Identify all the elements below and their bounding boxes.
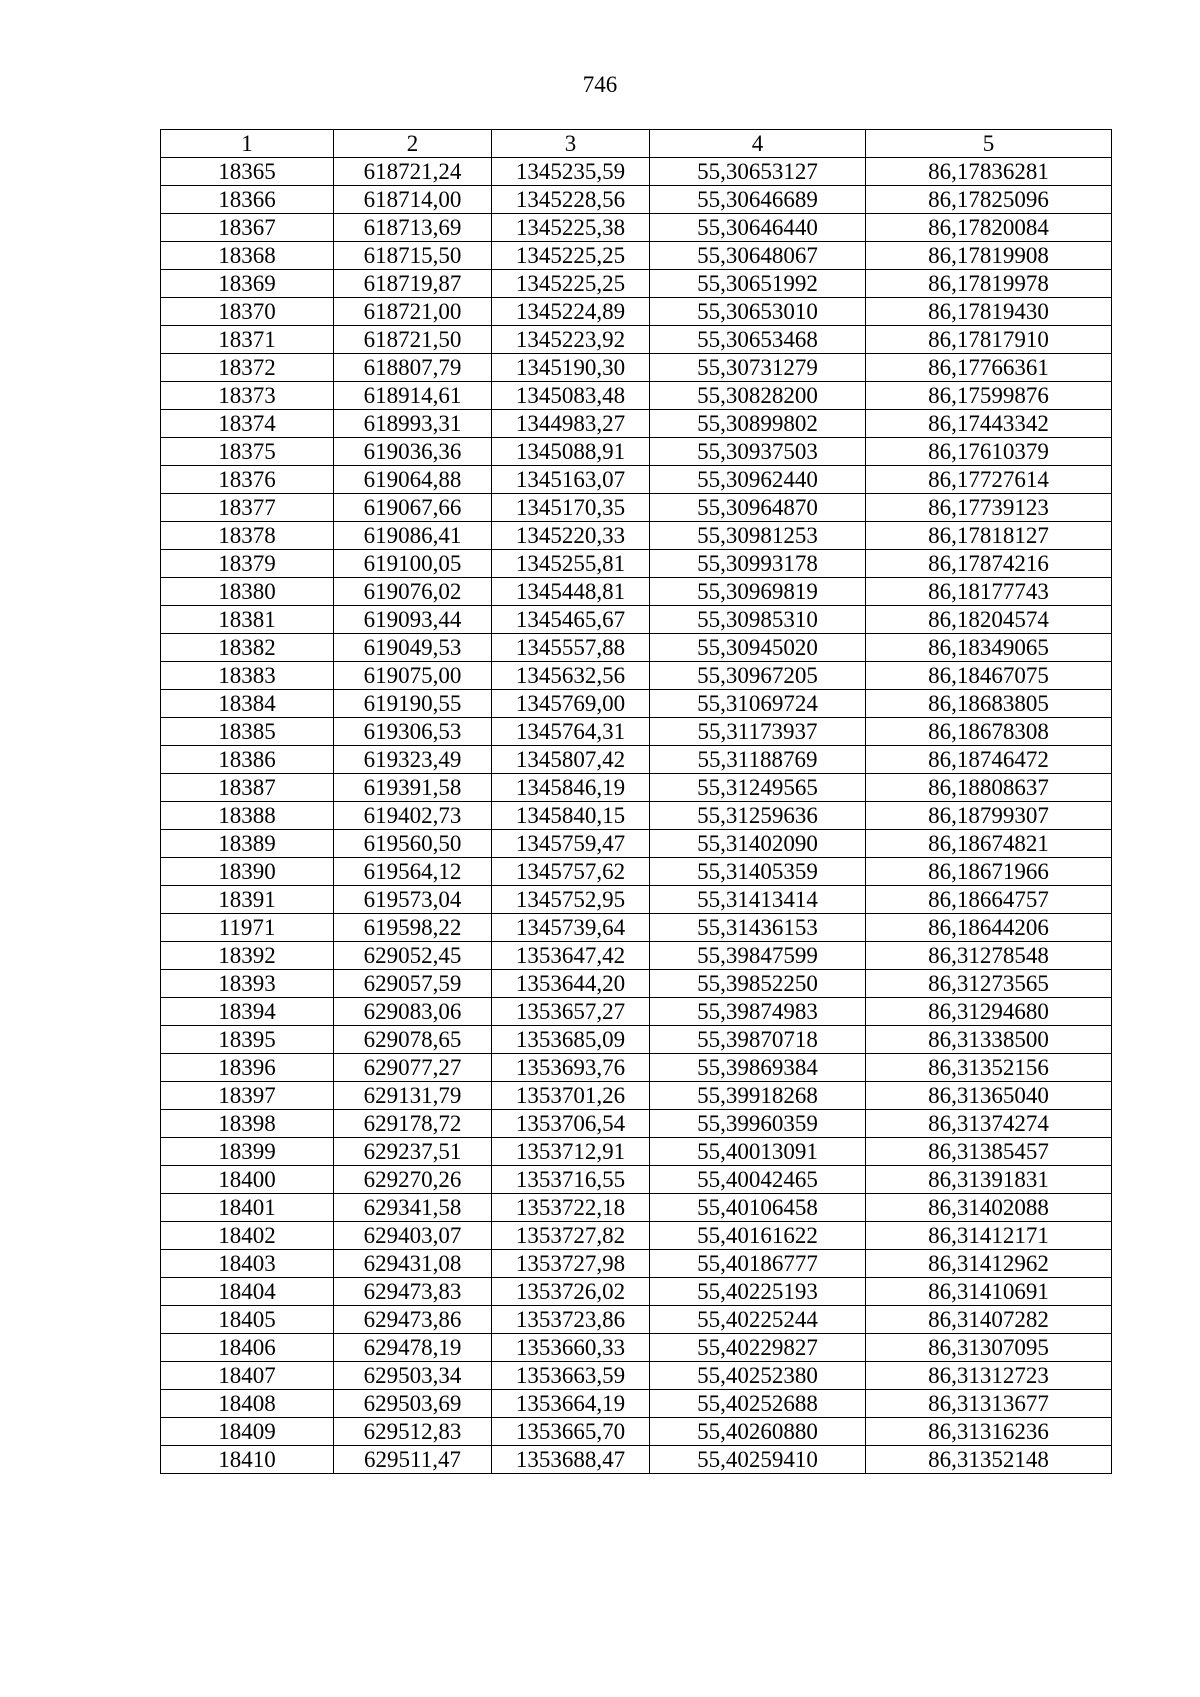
table-cell: 86,31385457 bbox=[866, 1138, 1112, 1166]
table-cell: 18374 bbox=[161, 410, 334, 438]
table-cell: 86,17819908 bbox=[866, 242, 1112, 270]
table-cell: 1345752,95 bbox=[492, 886, 650, 914]
table-cell: 86,31316236 bbox=[866, 1418, 1112, 1446]
table-cell: 55,30828200 bbox=[650, 382, 866, 410]
table-cell: 629237,51 bbox=[334, 1138, 492, 1166]
table-row bbox=[161, 214, 1112, 242]
table-cell: 1353664,19 bbox=[492, 1390, 650, 1418]
table-cell: 55,30937503 bbox=[650, 438, 866, 466]
table-cell: 86,31313677 bbox=[866, 1390, 1112, 1418]
table-cell: 55,30899802 bbox=[650, 410, 866, 438]
table-cell: 86,31294680 bbox=[866, 998, 1112, 1026]
table-cell: 86,18664757 bbox=[866, 886, 1112, 914]
table-row bbox=[161, 186, 1112, 214]
coordinates-table bbox=[160, 129, 1112, 1474]
table-cell: 18371 bbox=[161, 326, 334, 354]
table-cell: 18375 bbox=[161, 438, 334, 466]
table-cell: 55,31402090 bbox=[650, 830, 866, 858]
table-row bbox=[161, 1026, 1112, 1054]
table-cell: 86,18808637 bbox=[866, 774, 1112, 802]
table-row bbox=[161, 1138, 1112, 1166]
table-cell: 18401 bbox=[161, 1194, 334, 1222]
table-cell: 86,17874216 bbox=[866, 550, 1112, 578]
table-cell: 618914,61 bbox=[334, 382, 492, 410]
table-cell: 618714,00 bbox=[334, 186, 492, 214]
table-cell: 629077,27 bbox=[334, 1054, 492, 1082]
table-cell: 55,30985310 bbox=[650, 606, 866, 634]
table-cell: 18392 bbox=[161, 942, 334, 970]
table-cell: 619323,49 bbox=[334, 746, 492, 774]
table-cell: 1353644,20 bbox=[492, 970, 650, 998]
table-cell: 55,39869384 bbox=[650, 1054, 866, 1082]
table-cell: 1345557,88 bbox=[492, 634, 650, 662]
table-cell: 1345255,81 bbox=[492, 550, 650, 578]
table-cell: 1353701,26 bbox=[492, 1082, 650, 1110]
table-cell: 86,17610379 bbox=[866, 438, 1112, 466]
table-cell: 55,30993178 bbox=[650, 550, 866, 578]
table-cell: 1353723,86 bbox=[492, 1306, 650, 1334]
table-cell: 18391 bbox=[161, 886, 334, 914]
table-cell: 55,30731279 bbox=[650, 354, 866, 382]
table-cell: 18382 bbox=[161, 634, 334, 662]
table-cell: 55,40225244 bbox=[650, 1306, 866, 1334]
table-cell: 18409 bbox=[161, 1418, 334, 1446]
table-row bbox=[161, 410, 1112, 438]
table-cell: 55,40161622 bbox=[650, 1222, 866, 1250]
table-cell: 86,17818127 bbox=[866, 522, 1112, 550]
table-cell: 1345632,56 bbox=[492, 662, 650, 690]
column-header-5: 5 bbox=[866, 130, 1112, 158]
table-cell: 55,39960359 bbox=[650, 1110, 866, 1138]
table-cell: 86,17599876 bbox=[866, 382, 1112, 410]
table-cell: 1353663,59 bbox=[492, 1362, 650, 1390]
table-row bbox=[161, 690, 1112, 718]
table-cell: 18400 bbox=[161, 1166, 334, 1194]
table-cell: 1353716,55 bbox=[492, 1166, 650, 1194]
table-cell: 86,31402088 bbox=[866, 1194, 1112, 1222]
table-row bbox=[161, 1418, 1112, 1446]
table-cell: 629403,07 bbox=[334, 1222, 492, 1250]
table-cell: 18384 bbox=[161, 690, 334, 718]
table-cell: 86,17819978 bbox=[866, 270, 1112, 298]
table-cell: 55,31436153 bbox=[650, 914, 866, 942]
table-cell: 55,40106458 bbox=[650, 1194, 866, 1222]
table-cell: 86,17820084 bbox=[866, 214, 1112, 242]
table-cell: 1353647,42 bbox=[492, 942, 650, 970]
table-cell: 1345448,81 bbox=[492, 578, 650, 606]
table-cell: 55,30646440 bbox=[650, 214, 866, 242]
column-header-1: 1 bbox=[161, 130, 334, 158]
table-cell: 1353727,82 bbox=[492, 1222, 650, 1250]
table-cell: 629473,83 bbox=[334, 1278, 492, 1306]
table-cell: 1345228,56 bbox=[492, 186, 650, 214]
table-cell: 618721,24 bbox=[334, 158, 492, 186]
table-cell: 86,17443342 bbox=[866, 410, 1112, 438]
table-cell: 619064,88 bbox=[334, 466, 492, 494]
table-cell: 18376 bbox=[161, 466, 334, 494]
table-cell: 55,39847599 bbox=[650, 942, 866, 970]
table-cell: 55,40225193 bbox=[650, 1278, 866, 1306]
table-cell: 1345225,25 bbox=[492, 242, 650, 270]
table-cell: 1353712,91 bbox=[492, 1138, 650, 1166]
table-cell: 18397 bbox=[161, 1082, 334, 1110]
table-row bbox=[161, 1222, 1112, 1250]
table-cell: 18389 bbox=[161, 830, 334, 858]
table-cell: 86,31273565 bbox=[866, 970, 1112, 998]
table-cell: 55,30945020 bbox=[650, 634, 866, 662]
table-cell: 55,39874983 bbox=[650, 998, 866, 1026]
table-cell: 86,31410691 bbox=[866, 1278, 1112, 1306]
table-cell: 1353665,70 bbox=[492, 1418, 650, 1446]
table-cell: 18369 bbox=[161, 270, 334, 298]
table-cell: 619067,66 bbox=[334, 494, 492, 522]
table-cell: 86,31307095 bbox=[866, 1334, 1112, 1362]
table-cell: 55,31173937 bbox=[650, 718, 866, 746]
table-cell: 619076,02 bbox=[334, 578, 492, 606]
table-row bbox=[161, 494, 1112, 522]
table-cell: 1345163,07 bbox=[492, 466, 650, 494]
header-row bbox=[161, 130, 1112, 158]
table-cell: 86,31278548 bbox=[866, 942, 1112, 970]
table-cell: 1345224,89 bbox=[492, 298, 650, 326]
table-cell: 55,40042465 bbox=[650, 1166, 866, 1194]
table-cell: 18402 bbox=[161, 1222, 334, 1250]
table-cell: 86,31365040 bbox=[866, 1082, 1112, 1110]
table-cell: 629178,72 bbox=[334, 1110, 492, 1138]
table-cell: 18403 bbox=[161, 1250, 334, 1278]
table-cell: 86,18799307 bbox=[866, 802, 1112, 830]
table-row bbox=[161, 550, 1112, 578]
table-row bbox=[161, 1278, 1112, 1306]
table-cell: 18394 bbox=[161, 998, 334, 1026]
table-cell: 86,18177743 bbox=[866, 578, 1112, 606]
table-cell: 18367 bbox=[161, 214, 334, 242]
page-number: 746 bbox=[582, 72, 618, 97]
table-cell: 18372 bbox=[161, 354, 334, 382]
table-cell: 629478,19 bbox=[334, 1334, 492, 1362]
table-cell: 1353722,18 bbox=[492, 1194, 650, 1222]
table-cell: 86,31338500 bbox=[866, 1026, 1112, 1054]
table-cell: 55,40186777 bbox=[650, 1250, 866, 1278]
table-cell: 619049,53 bbox=[334, 634, 492, 662]
table-cell: 86,18683805 bbox=[866, 690, 1112, 718]
table-header bbox=[161, 130, 1112, 158]
table-row bbox=[161, 1110, 1112, 1138]
table-cell: 86,17825096 bbox=[866, 186, 1112, 214]
table-cell: 619190,55 bbox=[334, 690, 492, 718]
table-cell: 86,17836281 bbox=[866, 158, 1112, 186]
table-cell: 86,17819430 bbox=[866, 298, 1112, 326]
table-cell: 1345223,92 bbox=[492, 326, 650, 354]
table-cell: 55,31405359 bbox=[650, 858, 866, 886]
table-cell: 86,31391831 bbox=[866, 1166, 1112, 1194]
table-cell: 55,39852250 bbox=[650, 970, 866, 998]
table-row bbox=[161, 270, 1112, 298]
table-row bbox=[161, 1082, 1112, 1110]
table-cell: 18388 bbox=[161, 802, 334, 830]
table-cell: 629503,69 bbox=[334, 1390, 492, 1418]
table-cell: 86,31412962 bbox=[866, 1250, 1112, 1278]
table-row bbox=[161, 1334, 1112, 1362]
table-body bbox=[161, 158, 1112, 1474]
table-cell: 629057,59 bbox=[334, 970, 492, 998]
table-row bbox=[161, 1390, 1112, 1418]
table-cell: 1353726,02 bbox=[492, 1278, 650, 1306]
table-cell: 55,40260880 bbox=[650, 1418, 866, 1446]
table-cell: 86,18746472 bbox=[866, 746, 1112, 774]
table-cell: 86,18349065 bbox=[866, 634, 1112, 662]
table-cell: 55,30962440 bbox=[650, 466, 866, 494]
table-cell: 619598,22 bbox=[334, 914, 492, 942]
table-cell: 18406 bbox=[161, 1334, 334, 1362]
table-row bbox=[161, 354, 1112, 382]
table-cell: 18407 bbox=[161, 1362, 334, 1390]
table-cell: 18393 bbox=[161, 970, 334, 998]
table-cell: 86,17739123 bbox=[866, 494, 1112, 522]
table-row bbox=[161, 1306, 1112, 1334]
table-cell: 618713,69 bbox=[334, 214, 492, 242]
table-cell: 18396 bbox=[161, 1054, 334, 1082]
table-cell: 1345190,30 bbox=[492, 354, 650, 382]
table-cell: 18370 bbox=[161, 298, 334, 326]
table-cell: 1345220,33 bbox=[492, 522, 650, 550]
table-cell: 1345807,42 bbox=[492, 746, 650, 774]
table-cell: 618715,50 bbox=[334, 242, 492, 270]
table-cell: 1353657,27 bbox=[492, 998, 650, 1026]
table-cell: 18404 bbox=[161, 1278, 334, 1306]
table-cell: 629131,79 bbox=[334, 1082, 492, 1110]
column-header-4: 4 bbox=[650, 130, 866, 158]
table-cell: 18405 bbox=[161, 1306, 334, 1334]
table-cell: 629078,65 bbox=[334, 1026, 492, 1054]
table-cell: 18410 bbox=[161, 1446, 334, 1474]
table-cell: 1345225,25 bbox=[492, 270, 650, 298]
table-cell: 55,40252380 bbox=[650, 1362, 866, 1390]
table-cell: 18379 bbox=[161, 550, 334, 578]
table-cell: 55,30653010 bbox=[650, 298, 866, 326]
table-cell: 55,31249565 bbox=[650, 774, 866, 802]
table-cell: 1353660,33 bbox=[492, 1334, 650, 1362]
table-cell: 1353688,47 bbox=[492, 1446, 650, 1474]
table-cell: 86,18644206 bbox=[866, 914, 1112, 942]
table-cell: 86,18674821 bbox=[866, 830, 1112, 858]
table-cell: 86,31352156 bbox=[866, 1054, 1112, 1082]
table-cell: 55,30651992 bbox=[650, 270, 866, 298]
table-row bbox=[161, 1054, 1112, 1082]
table-cell: 619391,58 bbox=[334, 774, 492, 802]
table-cell: 18408 bbox=[161, 1390, 334, 1418]
table-cell: 86,31412171 bbox=[866, 1222, 1112, 1250]
table-cell: 18390 bbox=[161, 858, 334, 886]
table-cell: 619075,00 bbox=[334, 662, 492, 690]
table-cell: 18373 bbox=[161, 382, 334, 410]
table-row bbox=[161, 158, 1112, 186]
table-cell: 86,31352148 bbox=[866, 1446, 1112, 1474]
table-cell: 86,18204574 bbox=[866, 606, 1112, 634]
table-cell: 619560,50 bbox=[334, 830, 492, 858]
table-cell: 55,30964870 bbox=[650, 494, 866, 522]
table-cell: 1345088,91 bbox=[492, 438, 650, 466]
table-cell: 55,31259636 bbox=[650, 802, 866, 830]
table-row bbox=[161, 1194, 1112, 1222]
table-cell: 619093,44 bbox=[334, 606, 492, 634]
table-cell: 18380 bbox=[161, 578, 334, 606]
table-cell: 629503,34 bbox=[334, 1362, 492, 1390]
table-cell: 1345759,47 bbox=[492, 830, 650, 858]
table-cell: 55,31069724 bbox=[650, 690, 866, 718]
table-cell: 55,40229827 bbox=[650, 1334, 866, 1362]
table-row bbox=[161, 242, 1112, 270]
table-cell: 18387 bbox=[161, 774, 334, 802]
table-cell: 1353727,98 bbox=[492, 1250, 650, 1278]
table-cell: 619402,73 bbox=[334, 802, 492, 830]
table-row bbox=[161, 802, 1112, 830]
table-row bbox=[161, 662, 1112, 690]
table-row bbox=[161, 466, 1112, 494]
table-row bbox=[161, 942, 1112, 970]
table-cell: 55,39918268 bbox=[650, 1082, 866, 1110]
table-cell: 629431,08 bbox=[334, 1250, 492, 1278]
table-row bbox=[161, 634, 1112, 662]
table-cell: 18395 bbox=[161, 1026, 334, 1054]
table-cell: 618721,00 bbox=[334, 298, 492, 326]
table-cell: 1344983,27 bbox=[492, 410, 650, 438]
table-cell: 619306,53 bbox=[334, 718, 492, 746]
table-cell: 18385 bbox=[161, 718, 334, 746]
table-cell: 86,31407282 bbox=[866, 1306, 1112, 1334]
table-cell: 1353693,76 bbox=[492, 1054, 650, 1082]
table-cell: 1345769,00 bbox=[492, 690, 650, 718]
table-row bbox=[161, 522, 1112, 550]
column-header-2: 2 bbox=[334, 130, 492, 158]
table-cell: 55,30969819 bbox=[650, 578, 866, 606]
table-cell: 1345083,48 bbox=[492, 382, 650, 410]
table-cell: 1345840,15 bbox=[492, 802, 650, 830]
table-cell: 18383 bbox=[161, 662, 334, 690]
table-cell: 619564,12 bbox=[334, 858, 492, 886]
table-cell: 18386 bbox=[161, 746, 334, 774]
table-cell: 1345235,59 bbox=[492, 158, 650, 186]
table-cell: 86,17766361 bbox=[866, 354, 1112, 382]
table-cell: 18378 bbox=[161, 522, 334, 550]
table-row bbox=[161, 1166, 1112, 1194]
table-cell: 86,18467075 bbox=[866, 662, 1112, 690]
table-row bbox=[161, 914, 1112, 942]
table-row bbox=[161, 382, 1112, 410]
table-cell: 18398 bbox=[161, 1110, 334, 1138]
table-cell: 55,31188769 bbox=[650, 746, 866, 774]
table-row bbox=[161, 1446, 1112, 1474]
table-cell: 86,31312723 bbox=[866, 1362, 1112, 1390]
table-cell: 18366 bbox=[161, 186, 334, 214]
table-cell: 55,40252688 bbox=[650, 1390, 866, 1418]
table-cell: 86,17727614 bbox=[866, 466, 1112, 494]
table-cell: 55,40259410 bbox=[650, 1446, 866, 1474]
table-cell: 1345739,64 bbox=[492, 914, 650, 942]
table-cell: 618807,79 bbox=[334, 354, 492, 382]
table-cell: 18399 bbox=[161, 1138, 334, 1166]
table-cell: 629341,58 bbox=[334, 1194, 492, 1222]
table-cell: 55,39870718 bbox=[650, 1026, 866, 1054]
table-cell: 619573,04 bbox=[334, 886, 492, 914]
table-cell: 86,17817910 bbox=[866, 326, 1112, 354]
table-cell: 18381 bbox=[161, 606, 334, 634]
table-cell: 55,40013091 bbox=[650, 1138, 866, 1166]
table-row bbox=[161, 718, 1112, 746]
table-row bbox=[161, 774, 1112, 802]
table-row bbox=[161, 326, 1112, 354]
table-row bbox=[161, 298, 1112, 326]
table-cell: 1345757,62 bbox=[492, 858, 650, 886]
table-cell: 629270,26 bbox=[334, 1166, 492, 1194]
table-cell: 55,30967205 bbox=[650, 662, 866, 690]
table-cell: 55,30981253 bbox=[650, 522, 866, 550]
table-cell: 86,31374274 bbox=[866, 1110, 1112, 1138]
table-cell: 55,30648067 bbox=[650, 242, 866, 270]
column-header-3: 3 bbox=[492, 130, 650, 158]
table-cell: 1353706,54 bbox=[492, 1110, 650, 1138]
table-cell: 1345170,35 bbox=[492, 494, 650, 522]
table-cell: 86,18678308 bbox=[866, 718, 1112, 746]
table-cell: 55,31413414 bbox=[650, 886, 866, 914]
table-row bbox=[161, 998, 1112, 1026]
table-cell: 1345846,19 bbox=[492, 774, 650, 802]
table-cell: 618719,87 bbox=[334, 270, 492, 298]
table-cell: 619086,41 bbox=[334, 522, 492, 550]
table-cell: 1345225,38 bbox=[492, 214, 650, 242]
table-cell: 629512,83 bbox=[334, 1418, 492, 1446]
table-cell: 618721,50 bbox=[334, 326, 492, 354]
table-cell: 86,18671966 bbox=[866, 858, 1112, 886]
table-row bbox=[161, 1250, 1112, 1278]
table-cell: 619036,36 bbox=[334, 438, 492, 466]
table-cell: 629052,45 bbox=[334, 942, 492, 970]
table-row bbox=[161, 858, 1112, 886]
table-row bbox=[161, 1362, 1112, 1390]
table-cell: 18377 bbox=[161, 494, 334, 522]
table-cell: 55,30646689 bbox=[650, 186, 866, 214]
table-row bbox=[161, 438, 1112, 466]
table-row bbox=[161, 606, 1112, 634]
table-cell: 1345764,31 bbox=[492, 718, 650, 746]
table-cell: 618993,31 bbox=[334, 410, 492, 438]
table-cell: 1345465,67 bbox=[492, 606, 650, 634]
table-row bbox=[161, 578, 1112, 606]
table-cell: 55,30653468 bbox=[650, 326, 866, 354]
table-cell: 18365 bbox=[161, 158, 334, 186]
table-cell: 11971 bbox=[161, 914, 334, 942]
table-row bbox=[161, 830, 1112, 858]
table-cell: 18368 bbox=[161, 242, 334, 270]
table-cell: 1353685,09 bbox=[492, 1026, 650, 1054]
table-cell: 619100,05 bbox=[334, 550, 492, 578]
table-row bbox=[161, 970, 1112, 998]
table-row bbox=[161, 886, 1112, 914]
table-cell: 55,30653127 bbox=[650, 158, 866, 186]
table-cell: 629083,06 bbox=[334, 998, 492, 1026]
table-cell: 629511,47 bbox=[334, 1446, 492, 1474]
table-row bbox=[161, 746, 1112, 774]
table-cell: 629473,86 bbox=[334, 1306, 492, 1334]
